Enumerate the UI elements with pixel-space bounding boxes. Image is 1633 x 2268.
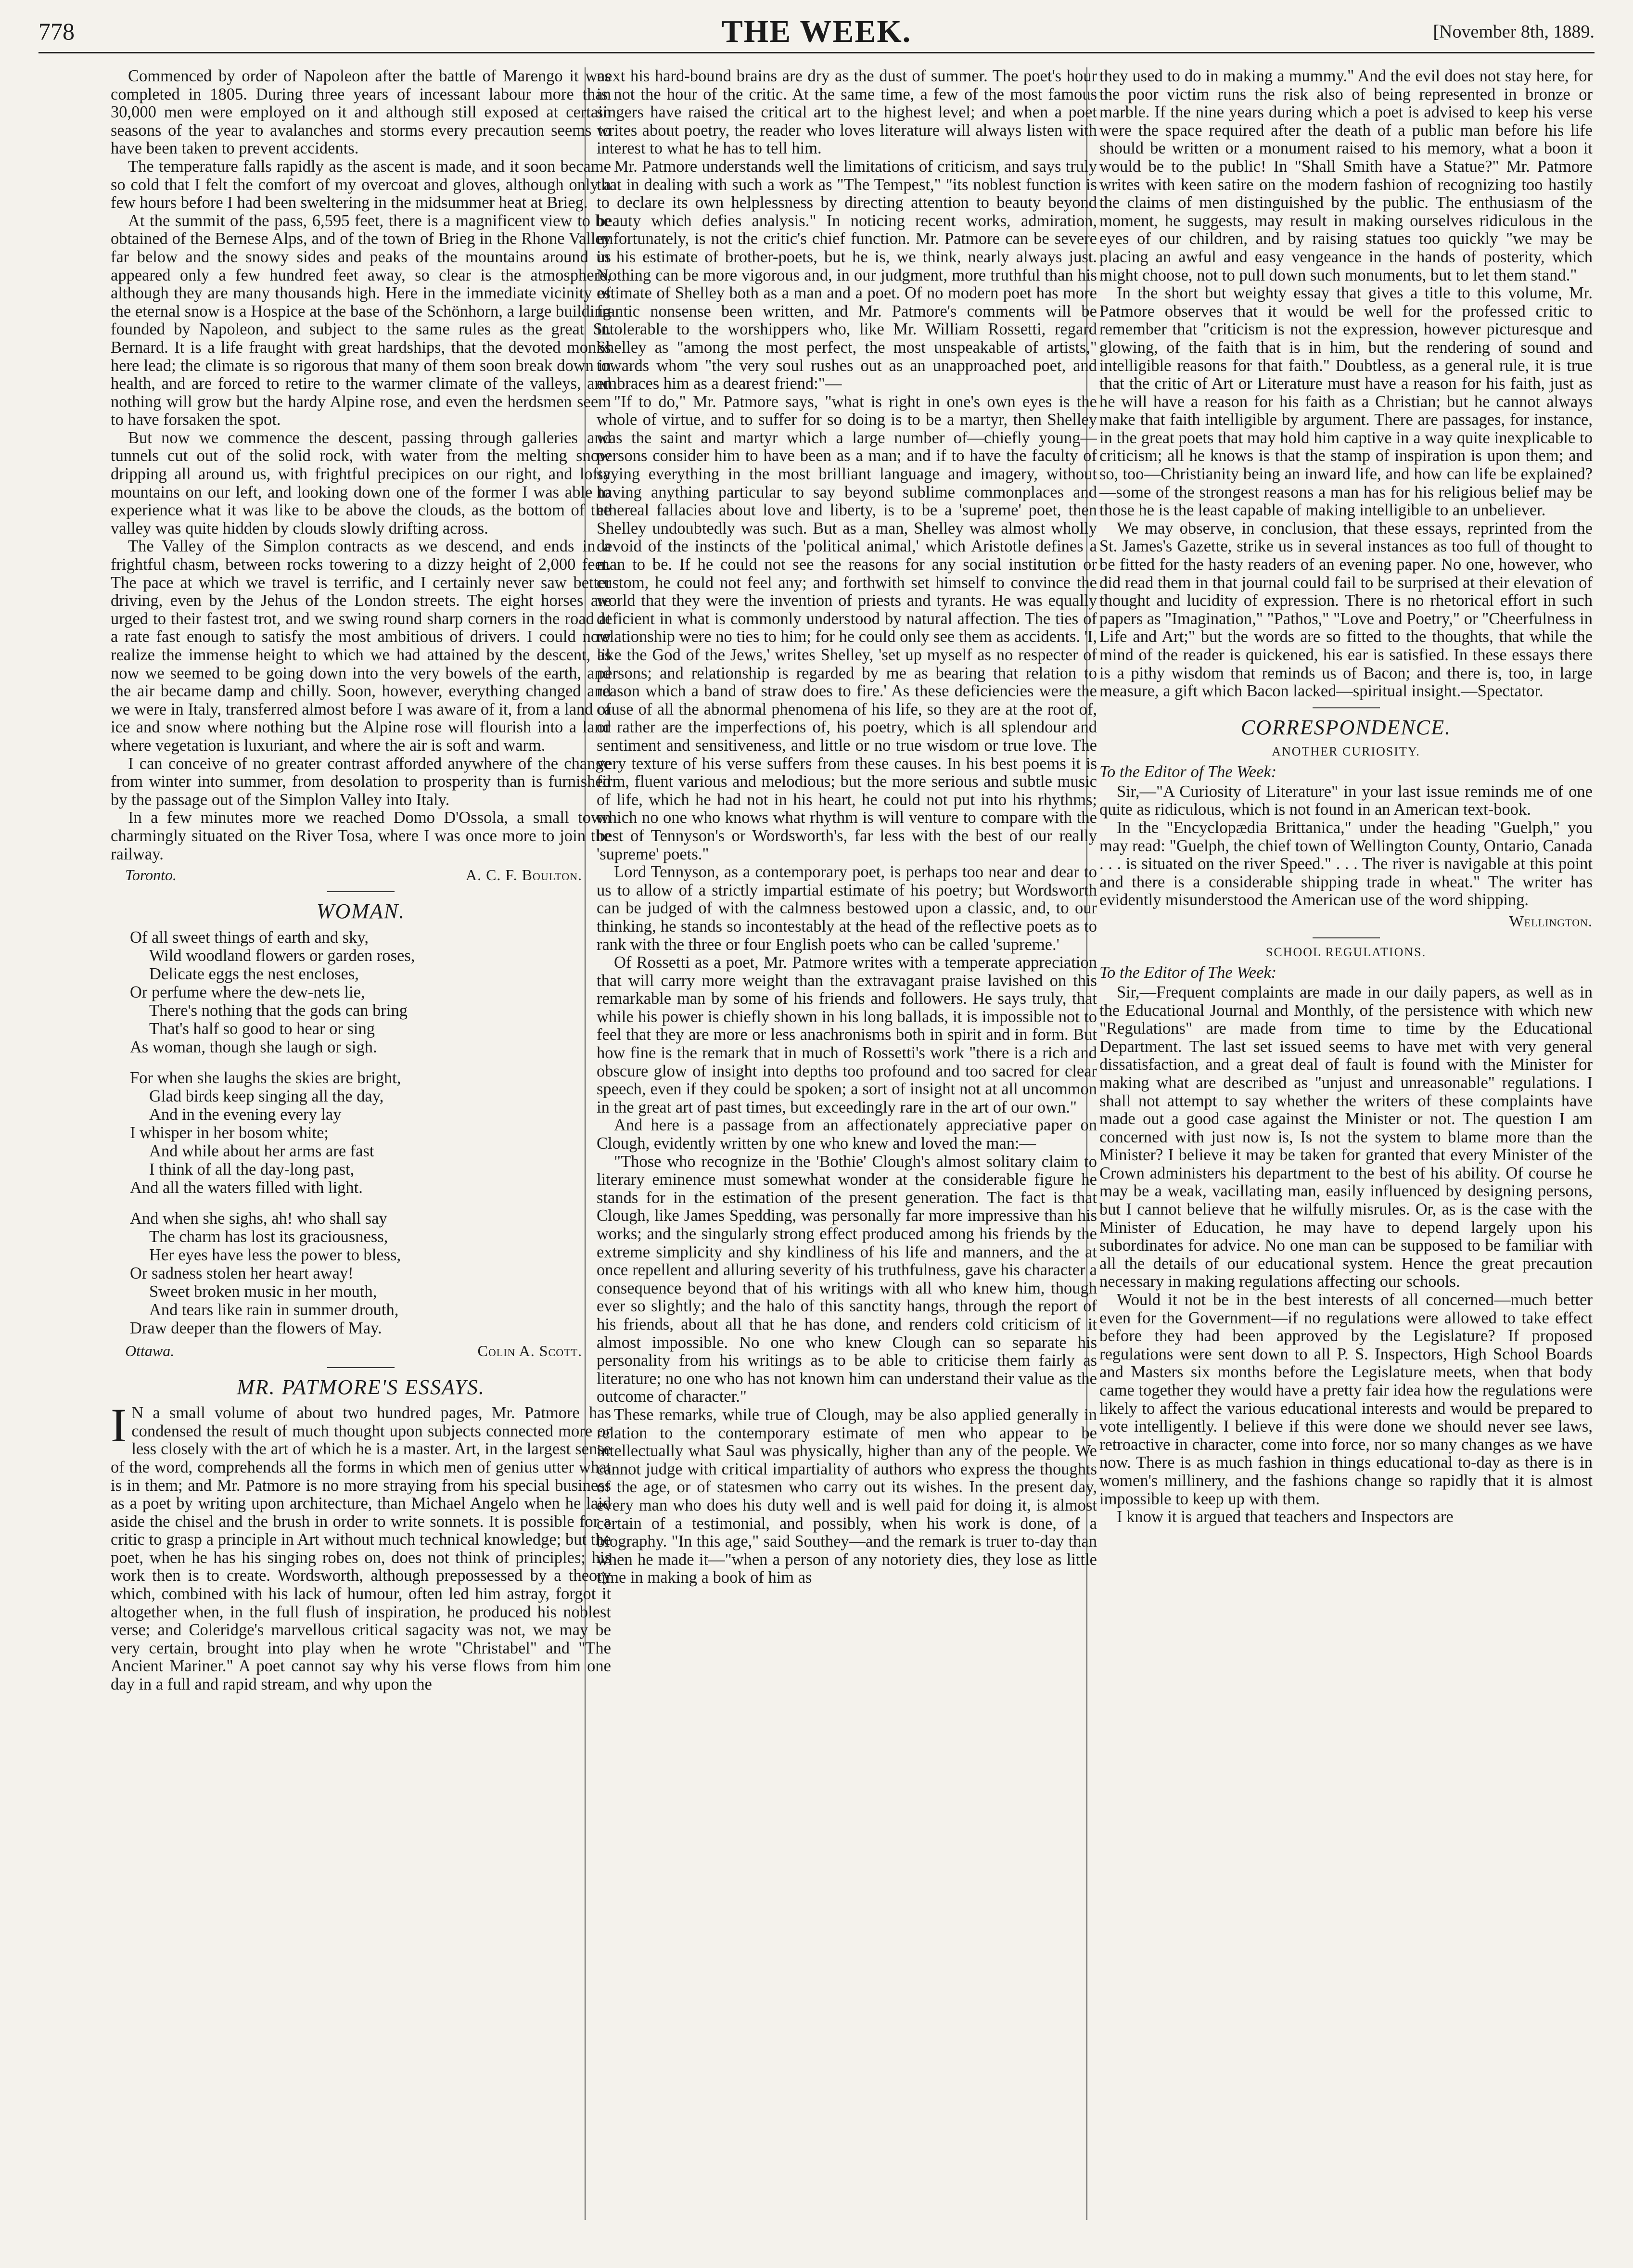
poem-line: Sweet broken music in her mouth,: [149, 1282, 377, 1301]
signature-place: Toronto.: [125, 866, 177, 884]
poem-line: For when she laughs the skies are bright,: [130, 1069, 401, 1088]
paragraph: And here is a passage from an affectionately appreciative paper on Clough, evidently written by one who knew and loved the man:—: [597, 1116, 1097, 1153]
signature-author: A. C. F. Boulton.: [465, 866, 582, 884]
article-title: MR. PATMORE'S ESSAYS.: [237, 1375, 485, 1399]
poem-line: And in the evening every lay: [149, 1105, 342, 1124]
drop-cap: I: [111, 1398, 127, 1452]
paragraph: Sir,—Frequent complaints are made in our daily papers, as well as in the Educational Journal and Monthly, of the persistence with which new "Regulations" are made from time to time by the Educational Department. The last set issued seems to have met with very general dissatisfaction, and a great deal of fault is found with the Minister for making what are described as "unjust and unreasonable" regulations. I shall not attempt to say whether the writers of these complaints have made out a good case against the Minister or not. The question I am concerned with just now is, Is not the system to blame more than the Minister? I believe it may be taken for granted that every Minister of the Crown administers his department to the best of his ability. Of course he may be a weak, vacillating man, easily influenced by designing persons, but I cannot believe that he wilfully misrules. Or, as is the case with the Minister of Education, he may have to depend largely upon his subordinates for advice. No one man can be supposed to be familiar with all the details of our educational system. Hence the great precaution necessary in making regulations affecting our schools.: [1099, 983, 1593, 1291]
paragraph: In the "Encyclopædia Brittanica," under the heading "Guelph," you may read: "Guelph, the chief town of Wellington County, Ontario, Canada . . . is situated on the river Speed." . . . The river is navigable at this point and there is a considerable shipping trade in wheat." The writer has evidently misunderstood the American use of the word shipping.: [1099, 818, 1593, 910]
poem-line: Glad birds keep singing all the day,: [149, 1087, 384, 1106]
poem-line: I whisper in her bosom white;: [130, 1124, 329, 1142]
issue-date: [November 8th, 1889.: [1433, 22, 1595, 42]
section-divider: [327, 891, 395, 892]
poem-line: Of all sweet things of earth and sky,: [130, 928, 369, 947]
paragraph: Would it not be in the best interests of all concerned—much better even for the Government—if no regulations were allowed to take effect before they had been approved by the Legislature? If proposed regulations were sent down to all P. S. Inspectors, High School Boards and Masters six months before the Legislature meets, when that body came together they would have a pretty fair idea how the regulations were likely to affect the various educational interests and would be prepared to vote intelligently. I believe if this were done we should never see laws, retroactive in character, come into force, nor so many changes as we have now. There is as much fashion in things educational to-day as there is in women's millinery, and the fashions change so rapidly that it is almost impossible to keep up with them.: [1099, 1291, 1593, 1508]
poem-line: The charm has lost its graciousness,: [149, 1228, 388, 1246]
signature-line: [1099, 911, 1593, 931]
paragraph: These remarks, while true of Clough, may be also applied generally in relation to the contemporary estimate of men who appear to be intellectually what Saul was physically, higher than any of the people. We cannot judge with critical impartiality of authors who express the thoughts of the age, or of statesmen who carry out its wishes. In the present day, every man who does his duty well and is well paid for doing it, is almost certain of a testimonial, and possibly, when his work is done, of a biography. "In this age," said Southey—and the remark is truer to-day than when he made it—"when a person of any notoriety dies, they lose as little time in making a book of him as: [597, 1405, 1097, 1587]
column-1: [111, 67, 611, 2249]
masthead: [38, 9, 1595, 53]
poem-woman: [111, 899, 611, 1360]
paragraph: Sir,—"A Curiosity of Literature" in your last issue reminds me of one quite as ridiculous, which is not found in an American text-book.: [1099, 782, 1593, 819]
paragraph: Lord Tennyson, as a contemporary poet, is perhaps too near and dear to us to allow of a strictly impartial estimate of his poetry; but Wordsworth can be judged of with the calmness bestowed upon a classic, and, to our thinking, he stands so incontestably at the head of the reflective poets as to rank with the three or four English poets who can be called 'supreme.': [597, 863, 1097, 954]
poem-line: Or perfume where the dew-nets lie,: [130, 983, 365, 1002]
paragraph: At the summit of the pass, 6,595 feet, there is a magnificent view to be obtained of the Bernese Alps, and of the town of Brieg in the Rhone Valley far below and the snowy sides and peaks of the mountains around us appeared only a few hundred feet away, so clear is the atmosphere, although they are many thousands high. Here in the immediate vicinity of the eternal snow is a Hospice at the base of the Schönhorn, a large building founded by Napoleon, and subject to the same rules as the great St. Bernard. It is a life fraught with great hardships, that the devoted monks here lead; the climate is so rigorous that many of them soon break down in health, and are forced to retire to the warmer climate of the valleys, and nothing will grow but the hardy Alpine rose, and even the herdsmen seem to have forsaken the spot.: [111, 211, 611, 429]
paragraph: Of Rossetti as a poet, Mr. Patmore writes with a temperate appreciation that will carry more weight than the extravagant praise lavished on this remarkable man by some of his friends and followers. He says truly, that while his power is chiefly shown in his long ballads, it is impossible not to feel that they are more or less anachronisms both in spirit and in form. But how fine is the remark that in much of Rossetti's work "there is a rich and obscure glow of insight into depths too profound and too sacred for clear speech, even if they could be spoken; a sort of insight not at all uncommon in the great art of past times, but exceedingly rare in the art of our own.": [597, 953, 1097, 1116]
poem-line: Her eyes have less the power to bless,: [149, 1246, 401, 1265]
paragraph: Commenced by order of Napoleon after the battle of Marengo it was completed in 1805. During three years of incessant labour more than 30,000 men were employed on it and although still exposed at certain seasons of the year to avalanches and storms every precaution seems to have been taken to prevent accidents.: [111, 67, 611, 158]
column-3: [1099, 67, 1593, 2249]
section-divider: [327, 1367, 395, 1368]
letter-title: SCHOOL REGULATIONS.: [1265, 945, 1427, 959]
signature-author: Wellington.: [1509, 912, 1593, 930]
poem-stanza: [111, 1209, 611, 1337]
poem-line: And all the waters filled with light.: [130, 1179, 363, 1197]
simplon-article: [111, 67, 611, 884]
signature-line: [111, 865, 611, 884]
salutation: To the Editor of The Week:: [1099, 963, 1277, 982]
quoted-paragraph: "Those who recognize in the 'Bothie' Clough's almost solitary claim to literary eminence must somewhat wonder at the considerable figure he stands for in the estimation of the present generation. The fact is that Clough, like James Spedding, was personally far more impressive than his works; and the singularly strong effect produced among his friends by the extreme simplicity and shy kindliness of his life and manners, and the at once repellent and alluring severity of his truthfulness, gave his character a consequence beyond that of his writings with all who knew him, though ever so slightly; and the halo of this sanctity hangs, through the report of his friends, about all that he has done, and renders cold criticism of it almost impossible. No one who knew Clough can so separate his personality from his writings as to be able to criticise them fairly as literature; no one who has not known him can understand their value as the outcome of character.": [597, 1152, 1097, 1406]
poem-line: There's nothing that the gods can bring: [149, 1001, 408, 1020]
poem-line: Wild woodland flowers or garden roses,: [149, 947, 415, 965]
paragraph: Mr. Patmore understands well the limitations of criticism, and says truly that in dealing with such a work as "The Tempest," "its noblest function is to declare its own helplessness by directing attention to beauty beyond beauty which defies analysis." In noticing recent works, admiration, unfortunately, is not the critic's chief function. Mr. Patmore can be severe in his estimate of brother-poets, but he is, we think, nearly always just. Nothing can be more vigorous and, in our judgment, more truthful than his estimate of Shelley both as a man and a poet. Of no modern poet has more frantic nonsense been written, and Mr. Patmore's comments will be intolerable to the worshippers who, like Mr. William Rossetti, regard Shelley as "among the most perfect, the most unspeakable of artists," towards whom "the very soul rushes out as an unapproached poet, and embraces him as a dearest friend:"—: [597, 157, 1097, 393]
paragraph: In a few minutes more we reached Domo D'Ossola, a small town charmingly situated on the River Tosa, where I was once more to join the railway.: [111, 808, 611, 863]
signature-place: Ottawa.: [125, 1342, 175, 1360]
signature-author: Colin A. Scott.: [477, 1342, 582, 1360]
poem-line: That's half so good to hear or sing: [149, 1020, 375, 1038]
paragraph: The temperature falls rapidly as the ascent is made, and it soon became so cold that I felt the comfort of my overcoat and gloves, although only a few hours before I had been sweltering in the midsummer heat at Brieg.: [111, 157, 611, 212]
poem-stanza: [111, 928, 611, 1056]
page-number: 778: [38, 18, 75, 45]
poem-line: Delicate eggs the nest encloses,: [149, 965, 359, 984]
poem-title: WOMAN.: [316, 899, 406, 923]
paragraph-text: N a small volume of about two hundred pages, Mr. Patmore has condensed the result of much thought upon subjects connected more or less closely with the art of which he is a master. Art, in the largest sense of the word, comprehends all the forms in which men of genius utter what is in them; and Mr. Patmore is no more straying from his special business as a poet by writing upon architecture, than Michael Angelo when he laid aside the chisel and the brush in order to write sonnets. It is possible for a critic to grasp a principle in Art without much technical knowledge; but the poet, when he has his singing robes on, does not think of principles; his work then is to create. Wordsworth, although prepossessed by a theory which, combined with his lack of humour, often led him astray, forgot it altogether when, in the full flush of inspiration, he produced his noblest verse; and Coleridge's marvellous critical sagacity was not, we may be very certain, brought into play when he wrote "Christabel" and "The Ancient Mariner." A poet cannot say why his verse flows from him one day in a full and rapid stream, and why upon the: [111, 1404, 611, 1694]
poem-line: And tears like rain in summer drouth,: [149, 1301, 399, 1320]
column-2: [597, 67, 1097, 2249]
salutation: To the Editor of The Week:: [1099, 762, 1277, 781]
poem-line: And while about her arms are fast: [149, 1142, 374, 1161]
paragraph: But now we commence the descent, passing through galleries and tunnels cut out of the solid rock, with water from the melting snow dripping all around us, with frightful precipices on our right, and lofty mountains on our left, and looking down one of the former I was able to experience what it was like to be above the clouds, as the bottom of the valley was quite hidden by clouds slowly drifting across.: [111, 428, 611, 538]
poem-line: Draw deeper than the flowers of May.: [130, 1319, 382, 1338]
section-divider: [1313, 937, 1380, 938]
paragraph: "If to do," Mr. Patmore says, "what is right in one's own eyes is the whole of virtue, and to suffer for so doing is to be a martyr, then Shelley was the saint and martyr which a large number of—chiefly young—persons consider him to have been as a man; and if to have the faculty of saying everything in the most brilliant language and imagery, without having anything particular to say beyond sublime commonplaces and ethereal fallacies about love and liberty, is to be a 'supreme' poet, then Shelley undoubtedly was such. But as a man, Shelley was almost wholly devoid of the instincts of the 'political animal,' which Aristotle defines a man to be. If he could not see the reasons for any social institution or custom, he could not feel any; and forthwith set himself to convince the world that they were the invention of priests and tyrants. He was equally deficient in what is commonly understood by natural affection. The ties of relationship were no ties to him; for he could only see them as accidents. 'I, like the God of the Jews,' writes Shelley, 'set up myself as no respecter of persons; and relationship is regarded by me as bearing that relation to reason which a band of straw does to fire.' As these deficiencies were the cause of all the abnormal phenomena of his life, so they are at the root of, or rather are the imperfections of, his poetry, which is all splendour and sentiment and sensitiveness, and little or no true wisdom or true love. The very texture of his verse suffers from these causes. In his best poems it is firm, fluent various and melodious; but the more serious and subtle music of life, which he had not in his heart, he could not put into his rhythms; which no one who knows what rhythm is will venture to compare with the best of Tennyson's or Wordsworth's, far less with the best of our really 'supreme' poets.": [597, 392, 1097, 863]
patmore-article: [111, 1375, 611, 1694]
paragraph: In the short but weighty essay that gives a title to this volume, Mr. Patmore observes that it would be well for the professed critic to remember that "criticism is not the expression, however picturesque and glowing, of the faith that is in him, but the rendering of sound and intelligible reasons for that faith." Doubtless, as a general rule, it is true that the critic of Art or Literature must have a reason for his faith, just as he will have a reason for his faith as a Christian; but he cannot always make that faith intelligible by argument. There are passages, for instance, in the great poets that may hold him captive in a way quite inexplicable to criticism; all he knows is that the stamp of inspiration is upon them; and so, too—Christianity being an inward life, and how can life be explained?—some of the strongest reasons a man has for his religious belief may be those he is the least capable of making intelligible to an unbeliever.: [1099, 284, 1593, 520]
section-divider: [1313, 707, 1380, 708]
section-title: CORRESPONDENCE.: [1241, 715, 1451, 739]
paragraph: I can conceive of no greater contrast afforded anywhere of the change from winter into summer, from desolation to prosperity than is furnished by the passage out of the Simplon Valley into Italy.: [111, 754, 611, 809]
letter-title: ANOTHER CURIOSITY.: [1272, 744, 1420, 758]
paragraph: next his hard-bound brains are dry as the dust of summer. The poet's hour is not the hour of the critic. At the same time, a few of the most famous singers have raised the critical art to the highest level; and when a poet writes about poetry, the reader who loves literature will always listen with interest to what he has to tell him.: [597, 67, 1097, 158]
paragraph: The Valley of the Simplon contracts as we descend, and ends in a frightful chasm, between rocks towering to a dizzy height of 2,000 feet. The pace at which we travel is terrific, and I certainly never saw better driving, even by the Jehus of the London streets. The eight horses are urged to their fastest trot, and we swing round sharp corners in the road at a rate fast enough to satisfy the most ambitious of drivers. I could now realize the immense height to which we had attained by the descent, as now we seemed to be going down into the very bowels of the earth, and the air became damp and chilly. Soon, however, everything changed and we were in Italy, transferred almost before I was aware of it, from a land of ice and snow where nothing but the Alpine rose will flourish into a land where vegetation is luxuriant, and where the air is soft and warm.: [111, 537, 611, 755]
poem-line: Or sadness stolen her heart away!: [130, 1264, 354, 1283]
signature-line: [111, 1341, 611, 1360]
paragraph: they used to do in making a mummy." And the evil does not stay here, for the poor victim runs the risk also of being represented in bronze or marble. If the nine years during which a poet is advised to keep his verse were the space required after the death of a public man before his life should be written or a monument raised to his memory, what a boon it would be to the public! In "Shall Smith have a Statue?" Mr. Patmore writes with keen satire on the modern fashion of recognizing too hastily the claims of men distinguished by the public. The enthusiasm of the moment, he suggests, may result in making ourselves ridiculous in the eyes of our children, and by raising statues too quickly "we may be placing an awful and easy vengeance in the hands of posterity, which might choose, not to pull down such monuments, but to let them stand.": [1099, 67, 1593, 284]
paragraph: [111, 1398, 611, 1694]
publication-title: THE WEEK.: [721, 14, 912, 49]
poem-line: And when she sighs, ah! who shall say: [130, 1209, 387, 1228]
paragraph: We may observe, in conclusion, that these essays, reprinted from the St. James's Gazette, strike us in several instances as too full of thought to be fitted for the hasty readers of an evening paper. No one, however, who did read them in that journal could fail to be surprised at their elevation of thought and lucidity of expression. There is no rhetorical effort in such papers as "Imagination," "Pathos," "Love and Poetry," or "Cheerfulness in Life and Art;" but the words are so fitted to the thoughts, that while the mind of the reader is quickened, his ear is satisfied. In these essays there is a pithy wisdom that reminds us of Bacon; and there is, too, in large measure, a gift which Bacon lacked—spiritual insight.—Spectator.: [1099, 519, 1593, 701]
poem-line: As woman, though she laugh or sigh.: [130, 1038, 377, 1057]
paragraph: I know it is argued that teachers and Inspectors are: [1117, 1508, 1454, 1526]
poem-stanza: [111, 1069, 611, 1197]
poem-line: I think of all the day-long past,: [149, 1160, 355, 1179]
correspondence-section: [1099, 715, 1593, 1526]
